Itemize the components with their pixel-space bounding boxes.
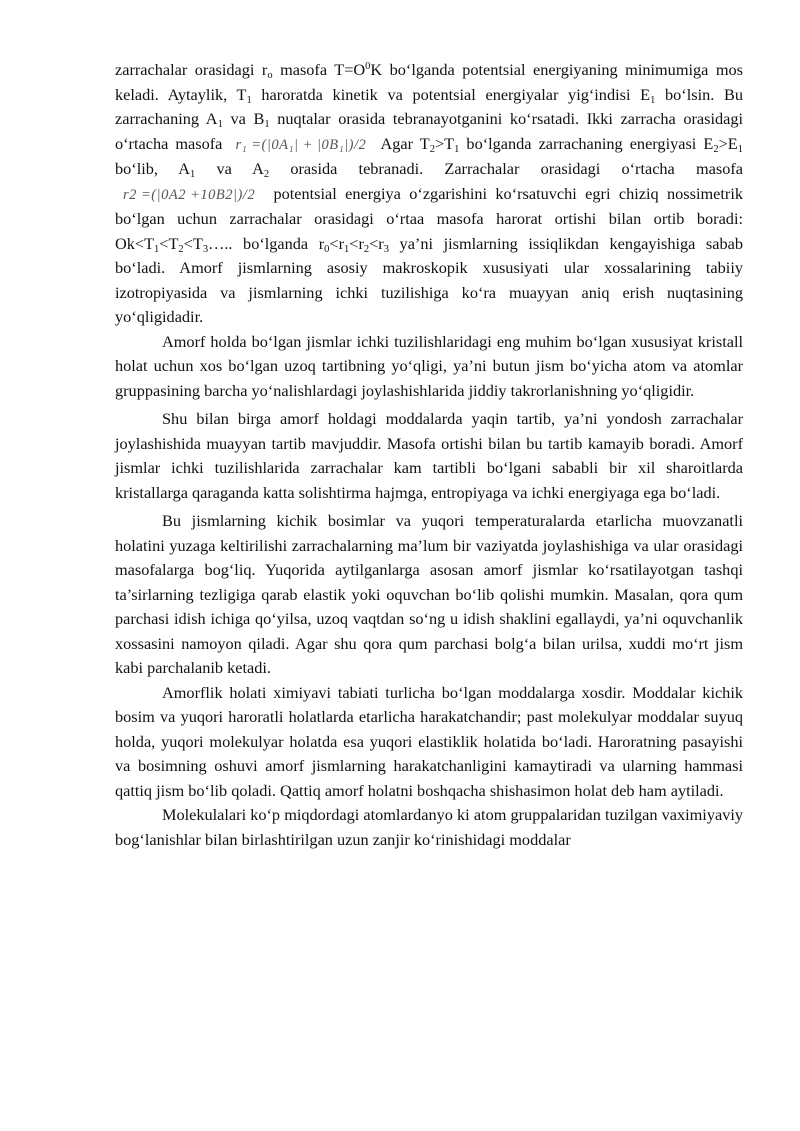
text-run: ya’ni jismlarning issiqlikdan kengayishiga sabab bo‘ladi. Amorf jismlarning asosiy makroskopik xususiyati ular xossalarining tabiiy izotropiyasida va jismlarning ichki tuzilishiga ko‘ra muayyan aniq erish nuqtasining yo‘qligidadir. xyxy=(115,233,743,326)
subscript: 1 xyxy=(344,243,350,255)
text-run: va B xyxy=(222,109,265,128)
subscript: 1 xyxy=(217,119,223,130)
subscript: 1 xyxy=(246,94,252,106)
subscript: 1 xyxy=(454,143,460,155)
text-run: <r xyxy=(329,233,345,253)
paragraph-1 xyxy=(115,58,743,330)
text-run: bo‘lsin. Bu zarrachaning A xyxy=(115,84,743,128)
subscript: 1 xyxy=(650,94,656,106)
text-run: bo‘lib, A xyxy=(115,159,191,178)
text-run: va A xyxy=(195,159,264,178)
text-run: nuqtalar orasida tebranayotganini ko‘rsatadi. Ikki zarracha orasidagi o‘rtacha masofa xyxy=(115,109,743,153)
text-run: ….. bo‘lganda r xyxy=(208,233,325,253)
paragraph-5: Amorflik holati ximiyavi tabiati turlicha bo‘lgan moddalarga xosdir. Moddalar kichik bosim va yuqori haroratli holatlarda etarlicha harakatchandir; past molekulyar moddalar suyuq holda, yuqori molekulyar holatda esa yuqori elastiklik holatida bo‘ladi. Haroratning pasayishi va bosimning oshuvi amorf jismlarning harakatchanligini kamaytiradi va ularning hammasi qattiq jism bo‘lib qoladi. Qattiq amorf holatni boshqacha shishasimon holat deb ham aytiladi. xyxy=(115,682,743,800)
subscript: 1 xyxy=(154,243,160,255)
paragraph-6: Molekulalari ko‘p miqdordagi atomlardanyo ki atom gruppalaridan tuzilgan vaximiyaviy bog‘lanishlar bilan birlashtirilgan uzun zanjir ko‘rinishidagi moddalar xyxy=(115,805,743,849)
subscript: 1 xyxy=(190,169,196,180)
text-run: bo‘lganda zarrachaning energiyasi E xyxy=(459,133,714,153)
text-run: <r xyxy=(349,233,364,253)
subscript: 3 xyxy=(383,243,389,255)
subscript: 3 xyxy=(202,243,209,255)
text-run: zarrachalar orasidagi r xyxy=(115,60,268,79)
subscript: 1 xyxy=(737,143,743,155)
subscript: 2 xyxy=(363,243,370,255)
subscript: 1 xyxy=(264,119,270,130)
text-run: potentsial energiya o‘zgarishini ko‘rsatuvchi egri chiziq nossimetrik bo‘lgan uchun zarrachalar orasidagi o‘rtaa masofa harorat ortishi bilan ortib boradi: Ok<T xyxy=(115,183,743,253)
formula-r1: r₁ =(|0A₁| + |0B₁|)/2 xyxy=(235,136,367,153)
text-run: <T xyxy=(159,233,179,253)
subscript: 2 xyxy=(178,243,184,255)
subscript: o xyxy=(267,70,273,81)
text-run: masofa T=O xyxy=(272,60,366,79)
text-run: K bo‘lganda potentsial energiyaning minimumiga mos keladi. Aytaylik, T xyxy=(115,60,743,104)
paragraph-2: Amorf holda bo‘lgan jismlar ichki tuzilishlaridagi eng muhim bo‘lgan xususiyat kristall holat uchun xos bo‘lgan uzoq tartibning yo‘qligi, ya’ni butun jism bo‘yicha atom va atomlar gruppasining barcha yo‘nalishlardagi joylashishlarida jiddiy takrorlanishning yo‘qligidir. xyxy=(115,331,743,400)
text-run: <T xyxy=(183,233,203,253)
subscript: 2 xyxy=(713,143,719,155)
text-run: orasida tebranadi. Zarrachalar orasidagi o‘rtacha masofa xyxy=(269,159,743,178)
text-run: >E xyxy=(718,133,738,153)
subscript: 2 xyxy=(263,169,270,180)
text-run: <r xyxy=(369,233,384,253)
text-run: >T xyxy=(434,133,455,153)
paragraph-4: Bu jismlarning kichik bosimlar va yuqori temperaturalarda etarlicha muovzanatli holatini yuzaga keltirilishi zarrachalarning ma’lum bir vaziyatda joylashishiga va ular orasidagi masofalarga bog‘liq. Yuqorida aytilganlarga asosan amorf jismlar ko‘rsatilayotgan tashqi ta’sirlarning tezligiga qarab elastik yoki oquvchan bo‘lib qolishi mumkin. Masalan, qora qum parchasi idish ichiga qo‘yilsa, uzoq vaqtdan so‘ng u idish shaklini egallaydi, ya’ni oquvchanlik xossasini namoyon qiladi. Agar shu qora qum parchasi bolg‘a bilan urilsa, xuddi mo‘rt jism kabi parchalanib ketadi. xyxy=(115,511,743,677)
superscript: 0 xyxy=(365,61,371,72)
formula-r2: r2 =(|0A2 +10B2|)/2 xyxy=(123,186,256,203)
text-run: Agar T xyxy=(380,133,430,153)
text-run: haroratda kinetik va potentsial energiyalar yig‘indisi E xyxy=(251,84,651,104)
subscript: 0 xyxy=(324,243,330,255)
subscript: 2 xyxy=(429,143,435,155)
paragraph-3: Shu bilan birga amorf holdagi moddalarda yaqin tartib, ya’ni yondosh zarrachalar joylashishida muayyan tartib mavjuddir. Masofa ortishi bilan bu tartib kamayib boradi. Amorf jismlar ichki tuzilishlarida zarrachalar kam tartibli bo‘lgani sababli bir xil sharoitlarda kristallarga qaraganda katta solishtirma hajmga, entropiyaga va ichki energiyaga ega bo‘ladi. xyxy=(115,409,743,502)
